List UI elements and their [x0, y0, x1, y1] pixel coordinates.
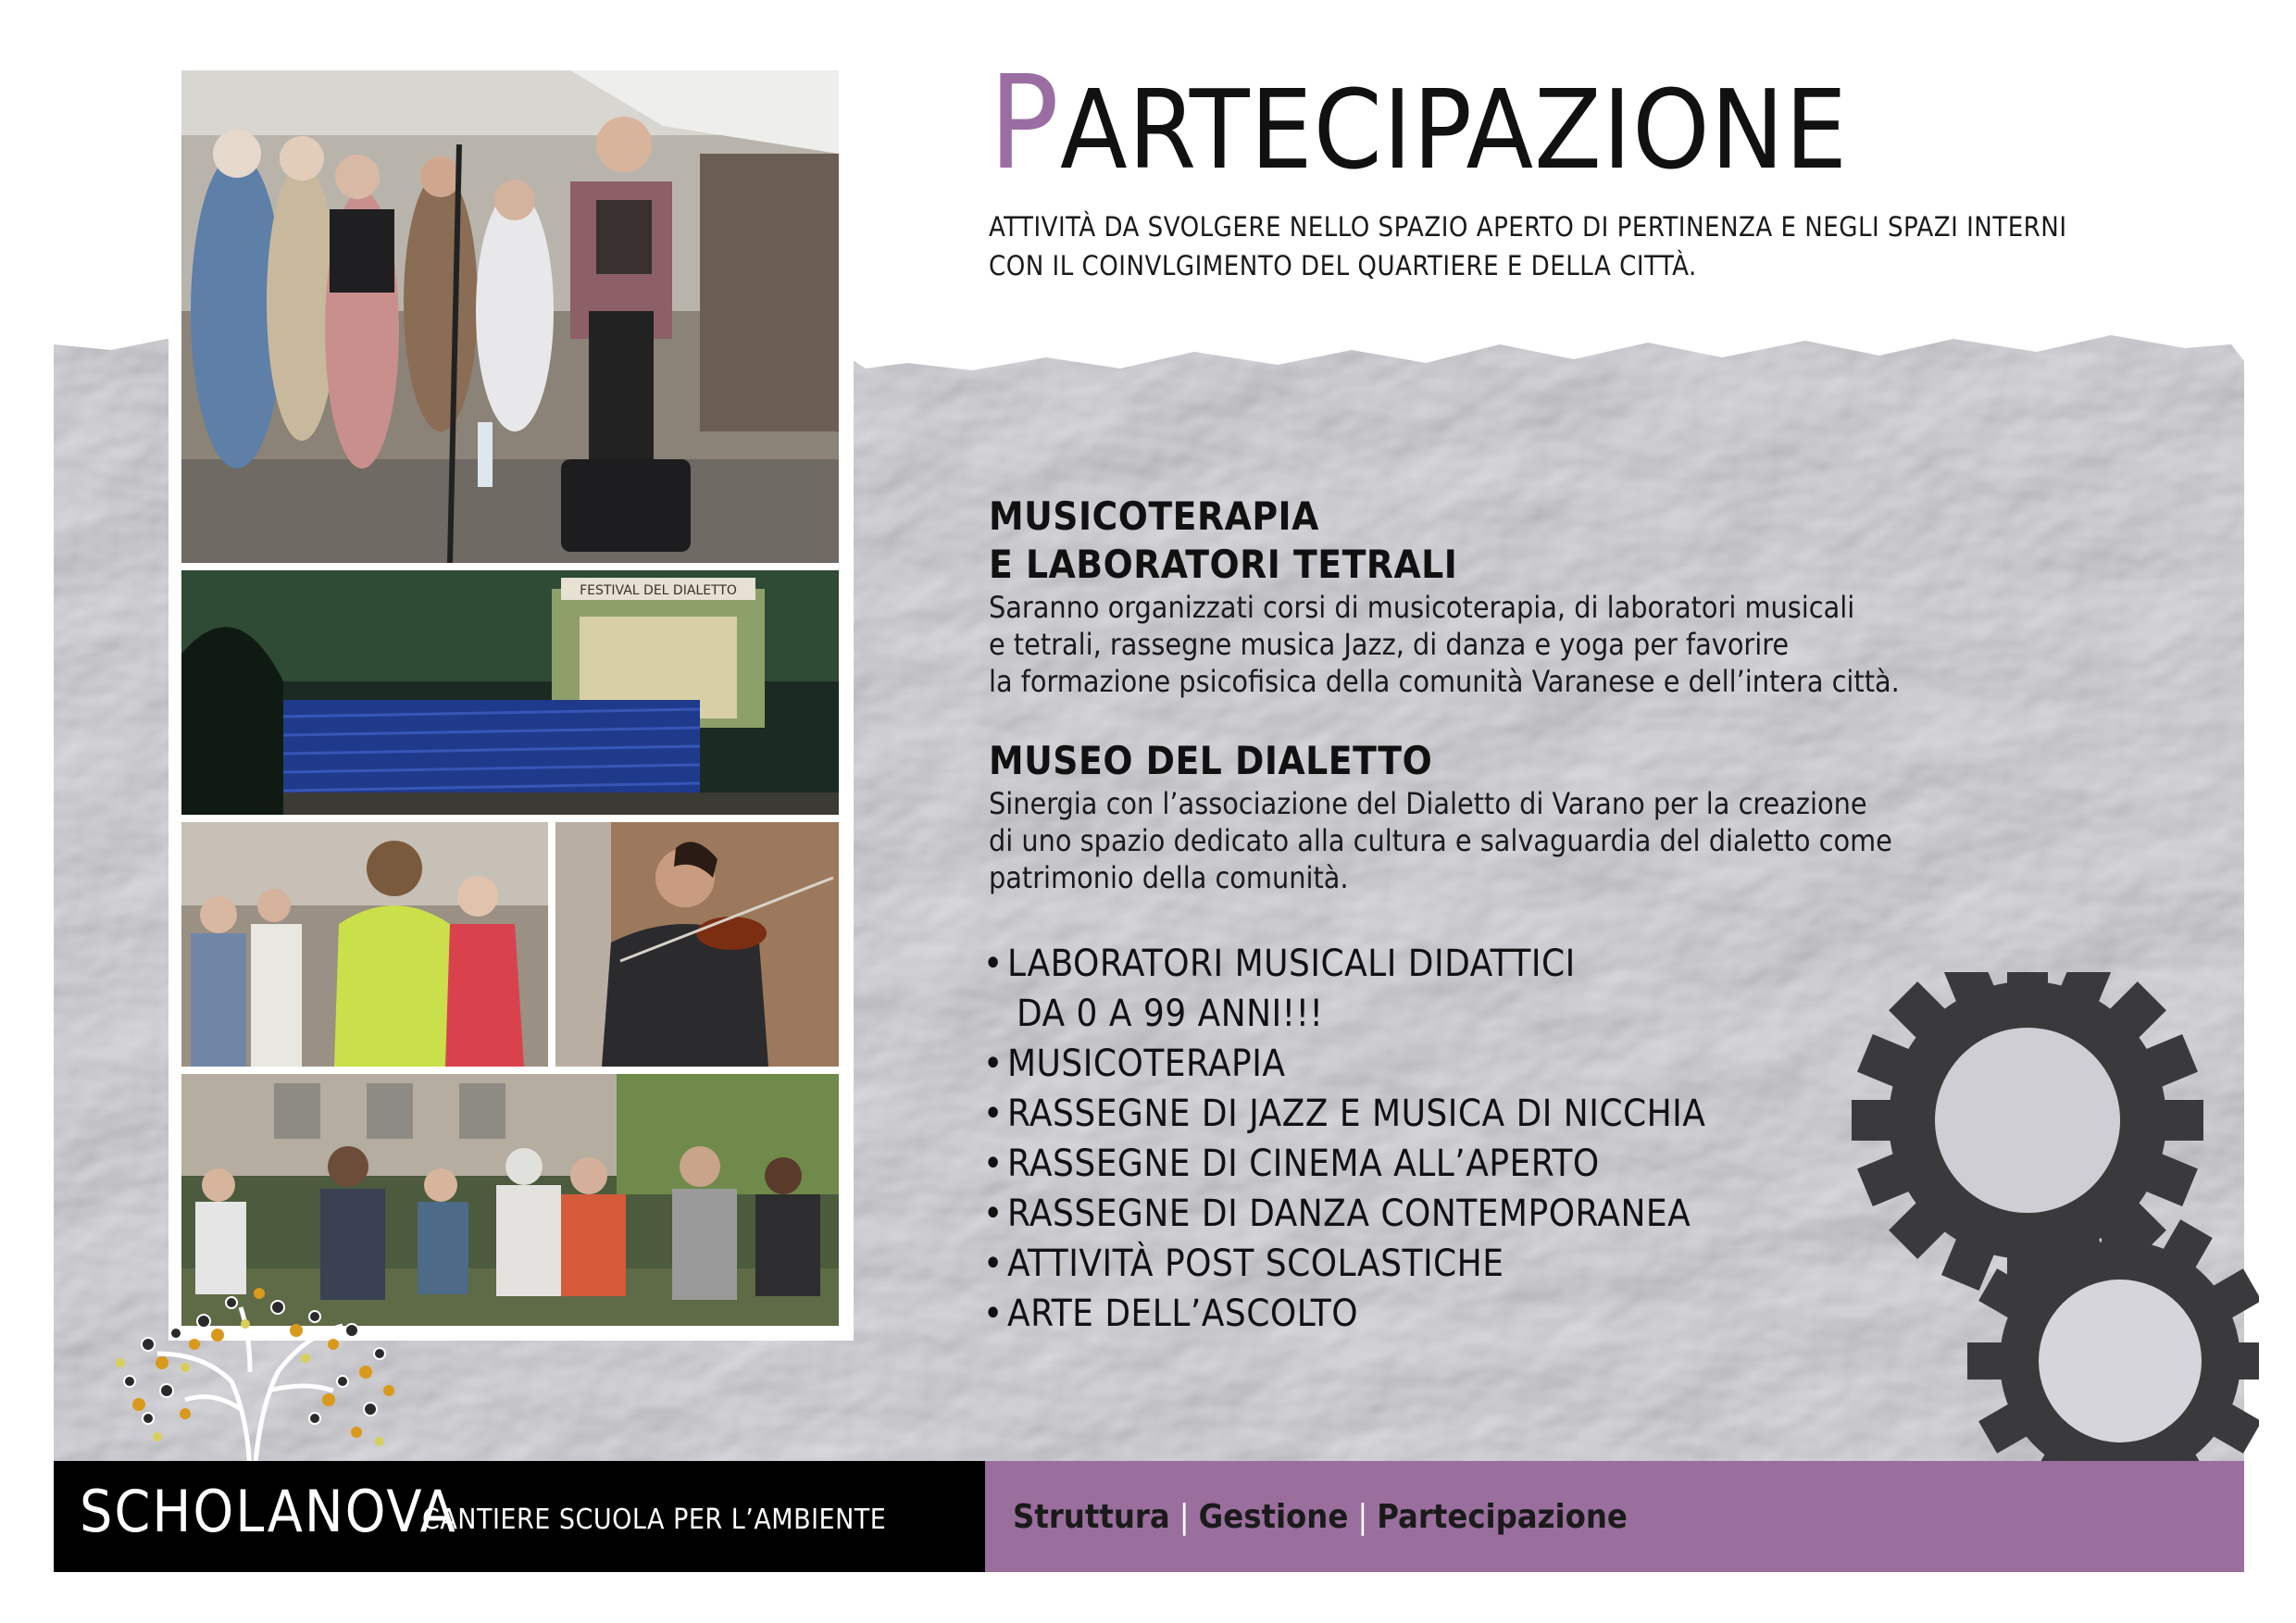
list-item	[983, 1089, 1798, 1139]
photo-festival-stage	[181, 570, 839, 815]
list-item-label: ATTIVITÀ POST SCOLASTICHE	[1007, 1242, 1504, 1285]
list-item-label: LABORATORI MUSICALI DIDATTICI	[1007, 943, 1576, 985]
body-line: patrimonio della comunità.	[989, 860, 1349, 895]
list-item-label: RASSEGNE DI JAZZ E MUSICA DI NICCHIA	[1007, 1092, 1706, 1135]
heading-line: E LABORATORI TETRALI	[989, 542, 1458, 587]
tree-logo-icon	[93, 1280, 426, 1474]
nav-separator: |	[1179, 1498, 1190, 1536]
heading-line: MUSICOTERAPIA	[989, 493, 1319, 539]
bullet-marker: •	[983, 1092, 1004, 1135]
photo-violinist	[555, 822, 839, 1067]
list-item-label: DA 0 A 99 ANNI!!!	[1017, 993, 1324, 1035]
nav-item-gestione[interactable]: Gestione	[1198, 1498, 1349, 1536]
brand-tagline: CANTIERE SCUOLA PER L’AMBIENTE	[422, 1504, 887, 1536]
stage-banner-text: FESTIVAL DEL DIALETTO	[580, 583, 737, 598]
section-body-museo	[989, 785, 2211, 896]
list-item	[983, 1239, 1798, 1289]
subtitle-line: ATTIVITÀ DA SVOLGERE NELLO SPAZIO APERTO DI PERTINENZA E NEGLI SPAZI INTERNI	[989, 211, 2067, 243]
brand-name: SCHOLANOVA	[80, 1478, 457, 1545]
bullet-marker: •	[983, 1192, 1004, 1235]
photo-dancing-crowd	[181, 822, 548, 1067]
photo-crowd-image	[181, 822, 548, 1067]
footer-nav	[1013, 1498, 1628, 1536]
photo-violinist-image	[555, 822, 839, 1067]
page-subtitle	[989, 207, 2229, 285]
body-line: Saranno organizzati corsi di musicoterapia, di laboratori musicali	[989, 590, 1855, 625]
list-item	[983, 939, 1798, 989]
page-title	[989, 48, 1849, 199]
bullet-marker: •	[983, 1042, 1004, 1085]
body-line: di uno spazio dedicato alla cultura e salvaguardia del dialetto come	[989, 823, 1892, 858]
list-item-label: RASSEGNE DI DANZA CONTEMPORANEA	[1007, 1192, 1691, 1235]
nav-separator: |	[1357, 1498, 1368, 1536]
body-line: la formazione psicofisica della comunità Varanese e dell’intera città.	[989, 664, 1900, 699]
subtitle-line: CON IL COINVLGIMENTO DEL QUARTIERE E DELLA CITTÀ.	[989, 250, 1697, 281]
title-initial: P	[989, 48, 1060, 199]
list-item-label: RASSEGNE DI CINEMA ALL’APERTO	[1007, 1142, 1600, 1185]
photo-accordion-performance	[181, 70, 839, 563]
bullet-marker: •	[983, 943, 1004, 985]
section-body-musicoterapia	[989, 589, 2211, 700]
list-item-label: ARTE DELL’ASCOLTO	[1007, 1292, 1359, 1335]
list-item	[983, 1139, 1798, 1189]
section-heading-museo	[989, 737, 1432, 785]
bullet-marker: •	[983, 1142, 1004, 1185]
heading-line: MUSEO DEL DIALETTO	[989, 738, 1433, 783]
footer-brand-bar	[54, 1461, 985, 1572]
footer-nav-bar	[985, 1461, 2244, 1572]
list-item	[983, 1289, 1798, 1339]
nav-item-partecipazione[interactable]: Partecipazione	[1377, 1498, 1628, 1536]
body-line: Sinergia con l’associazione del Dialetto di Varano per la creazione	[989, 786, 1867, 821]
body-line: e tetrali, rassegne musica Jazz, di danza e yoga per favorire	[989, 627, 1790, 662]
photo-collage	[168, 65, 854, 1341]
list-item	[983, 1189, 1798, 1239]
photo-stage-image	[181, 570, 839, 815]
gears-decoration	[1842, 972, 2259, 1491]
photo-accordion-image	[181, 70, 839, 563]
title-rest: ARTECIPAZIONE	[1059, 66, 1849, 194]
activities-list	[983, 939, 1798, 1339]
bullet-marker: •	[983, 1292, 1004, 1335]
section-heading-musicoterapia	[989, 493, 1457, 589]
bullet-marker: •	[983, 1242, 1004, 1285]
list-item-continuation	[983, 989, 1798, 1039]
list-item	[983, 1039, 1798, 1089]
nav-item-struttura[interactable]: Struttura	[1013, 1498, 1170, 1536]
list-item-label: MUSICOTERAPIA	[1007, 1042, 1286, 1085]
